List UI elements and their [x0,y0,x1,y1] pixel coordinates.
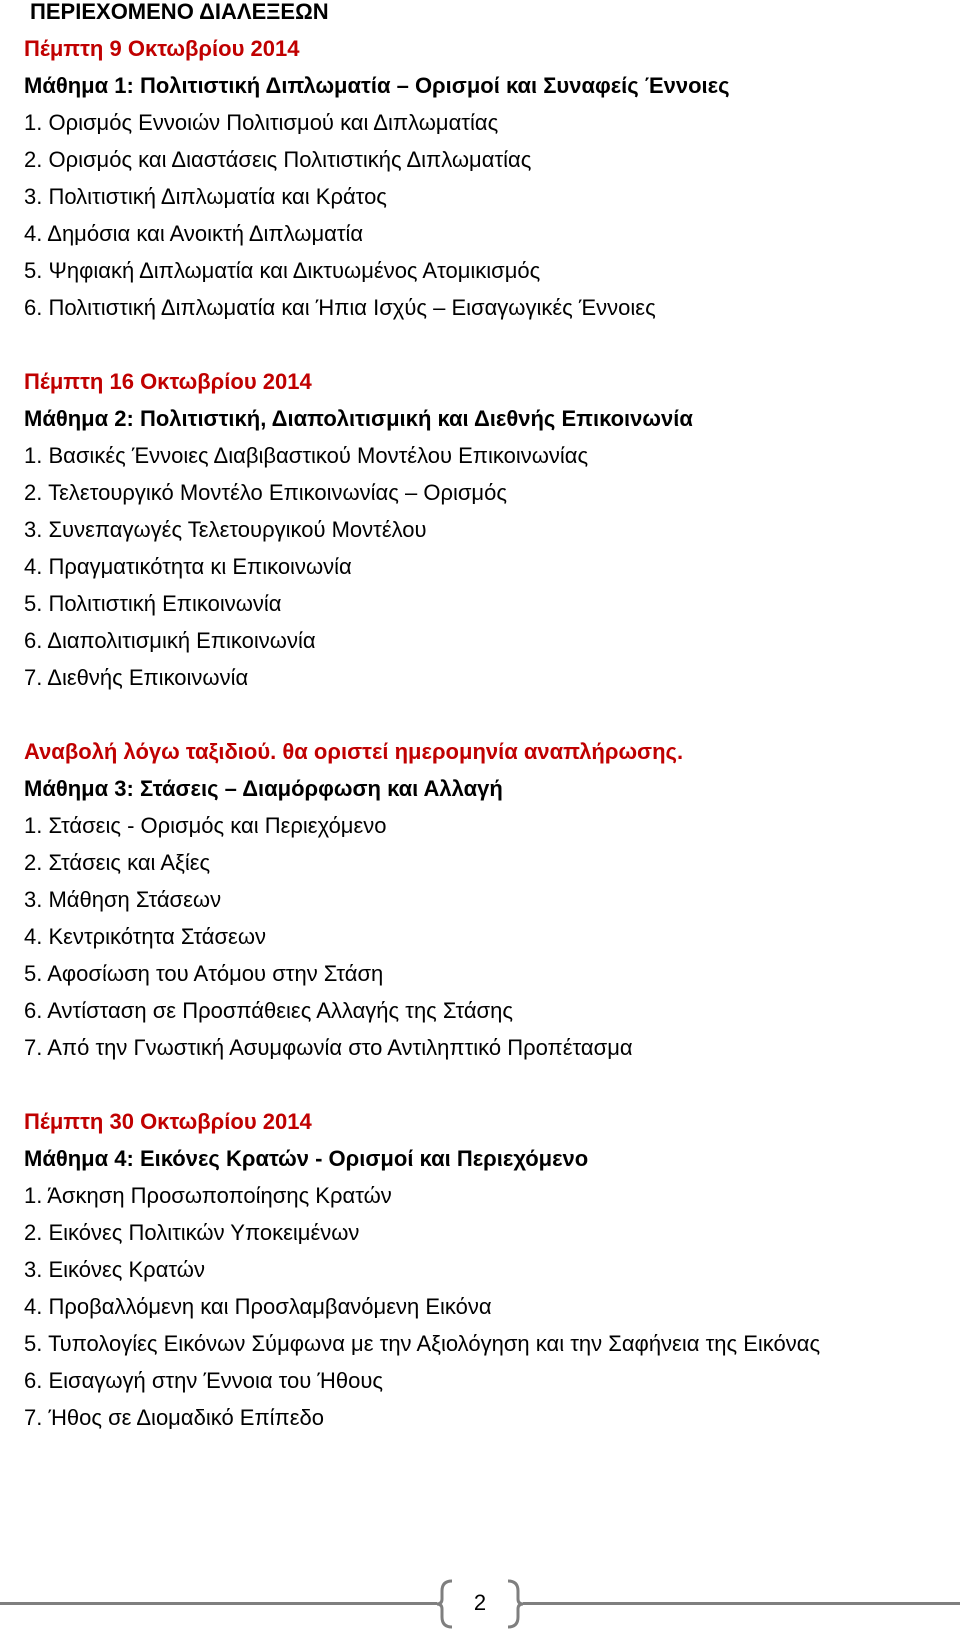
list-item: 1. Βασικές Έννοιες Διαβιβαστικού Μοντέλου Επικοινωνίας [24,443,589,468]
lecture-date: Πέμπτη 9 Οκτωβρίου 2014 [24,36,300,61]
list-item: 4. Πραγματικότητα κι Επικοινωνία [24,554,352,579]
list-item: 2. Ορισμός και Διαστάσεις Πολιτιστικής Διπλωματίας [24,147,532,172]
left-brace-icon [436,1579,456,1629]
postponement-notice: Αναβολή λόγω ταξιδιού. θα οριστεί ημερομηνία αναπλήρωσης. [24,739,684,764]
lecture-content [24,30,944,1436]
list-item: 3. Μάθηση Στάσεων [24,887,222,912]
list-item: 5. Ψηφιακή Διπλωματία και Δικτυωμένος Ατομικισμός [24,258,541,283]
section-spacer [24,696,944,733]
lecture-section [24,733,944,1066]
lecture-heading: Μάθημα 1: Πολιτιστική Διπλωματία – Ορισμοί και Συναφείς Έννοιες [24,73,730,98]
lecture-heading: Μάθημα 4: Εικόνες Κρατών - Ορισμοί και Περιεχόμενο [24,1146,589,1171]
list-item: 4. Προβαλλόμενη και Προσλαμβανόμενη Εικόνα [24,1294,492,1319]
page-number: 2 [473,1590,487,1615]
list-item: 4. Δημόσια και Ανοικτή Διπλωματία [24,221,364,246]
list-item: 3. Πολιτιστική Διπλωματία και Κράτος [24,184,387,209]
list-item: 2. Τελετουργικό Μοντέλο Επικοινωνίας – Ορισμός [24,480,507,505]
list-item: 6. Διαπολιτισμική Επικοινωνία [24,628,316,653]
lecture-date: Πέμπτη 16 Οκτωβρίου 2014 [24,369,312,394]
lecture-heading: Μάθημα 2: Πολιτιστική, Διαπολιτισμική και Διεθνής Επικοινωνία [24,406,693,431]
list-item: 6. Αντίσταση σε Προσπάθειες Αλλαγής της Στάσης [24,998,513,1023]
list-item: 3. Συνεπαγωγές Τελετουργικού Μοντέλου [24,517,427,542]
list-item: 2. Εικόνες Πολιτικών Υποκειμένων [24,1220,360,1245]
list-item: 1. Άσκηση Προσωποποίησης Κρατών [24,1183,392,1208]
list-item: 1. Ορισμός Εννοιών Πολιτισμού και Διπλωματίας [24,110,499,135]
page-footer [0,1579,960,1629]
list-item: 5. Τυπολογίες Εικόνων Σύμφωνα με την Αξιολόγηση και την Σαφήνεια της Εικόνας [24,1331,821,1356]
footer-rule-left [0,1602,437,1605]
lecture-section [24,30,944,326]
footer-rule-right [523,1602,960,1605]
list-item: 2. Στάσεις και Αξίες [24,850,211,875]
toc-title: ΠΕΡΙΕΧΟΜΕΝΟ ΔΙΑΛΕΞΕΩΝ [30,0,329,24]
list-item: 4. Κεντρικότητα Στάσεων [24,924,267,949]
list-item: 3. Εικόνες Κρατών [24,1257,205,1282]
section-spacer [24,326,944,363]
list-item: 7. Ήθος σε Διομαδικό Επίπεδο [24,1405,324,1430]
list-item: 1. Στάσεις - Ορισμός και Περιεχόμενο [24,813,387,838]
lecture-date: Πέμπτη 30 Οκτωβρίου 2014 [24,1109,312,1134]
right-brace-icon [504,1579,524,1629]
section-spacer [24,1066,944,1103]
lecture-section [24,1103,944,1436]
list-item: 6. Πολιτιστική Διπλωματία και Ήπια Ισχύς – Εισαγωγικές Έννοιες [24,295,656,320]
list-item: 7. Από την Γνωστική Ασυμφωνία στο Αντιληπτικό Προπέτασμα [24,1035,633,1060]
lecture-heading: Μάθημα 3: Στάσεις – Διαμόρφωση και Αλλαγή [24,776,503,801]
list-item: 5. Πολιτιστική Επικοινωνία [24,591,282,616]
list-item: 5. Αφοσίωση του Ατόμου στην Στάση [24,961,384,986]
list-item: 7. Διεθνής Επικοινωνία [24,665,249,690]
lecture-section [24,363,944,696]
list-item: 6. Εισαγωγή στην Έννοια του Ήθους [24,1368,383,1393]
